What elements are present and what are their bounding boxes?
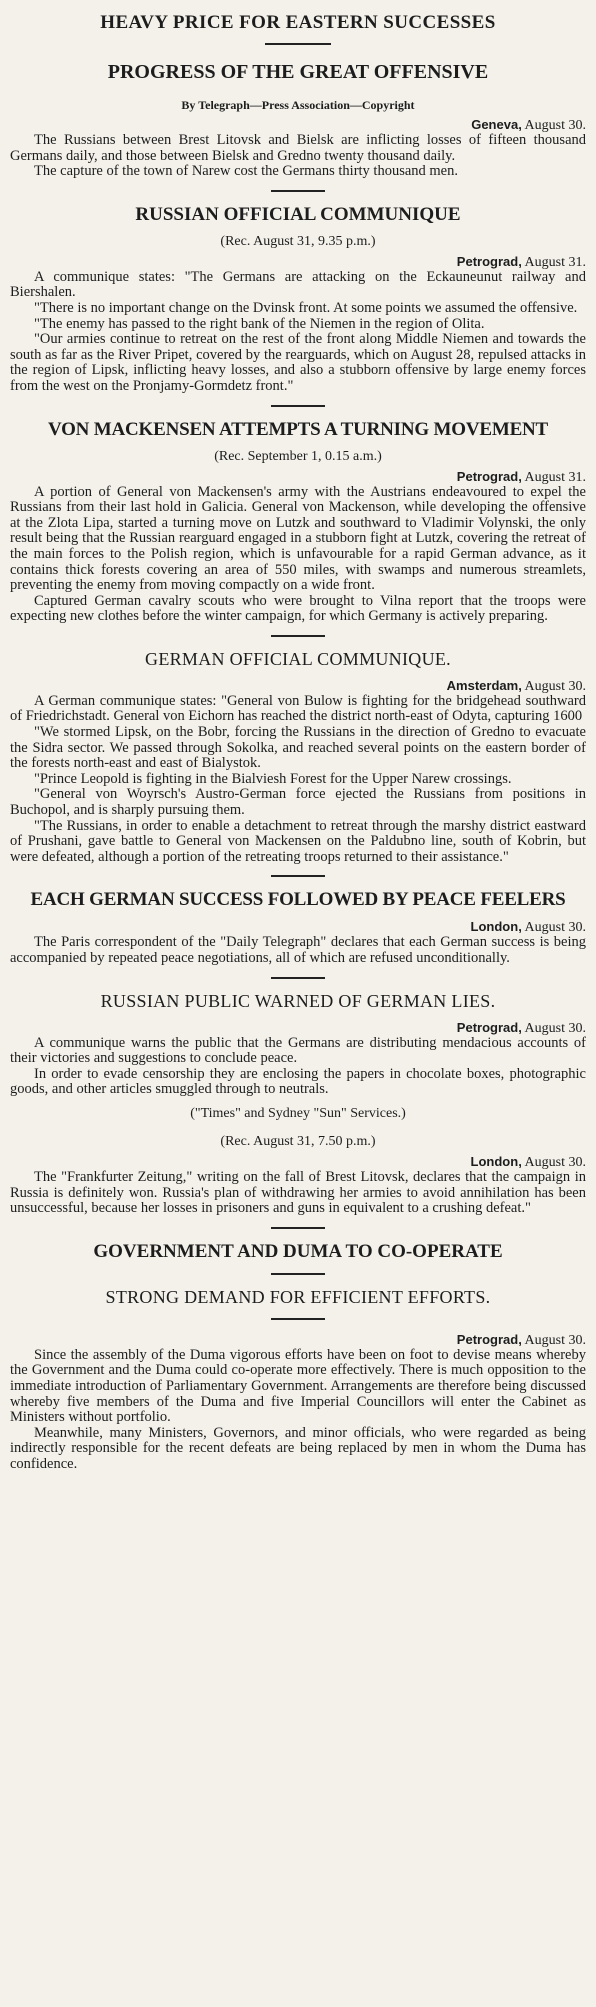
paragraph: "General von Woyrsch's Austro-German force ejected the Russians from positions in Buchopol, and is sharply pursuing them. (10, 786, 586, 819)
paragraph: The Russians between Brest Litovsk and Bielsk are inflicting losses of fifteen thousand Germans daily, and those between Bielsk and Gredno twenty thousand daily. (10, 132, 586, 164)
services-note: ("Times" and Sydney "Sun" Services.) (190, 1105, 406, 1121)
dateline-london (10, 1154, 586, 1170)
received-note: (Rec. September 1, 0.15 a.m.) (214, 448, 382, 464)
paragraph: A communique warns the public that the Germans are distributing mendacious accounts of their victories and suggestions to conclude peace. (10, 1034, 586, 1067)
section-rule (271, 1318, 325, 1320)
dateline-london (10, 919, 586, 935)
dateline-date: August 30. (524, 920, 586, 936)
section-rule (271, 1227, 325, 1229)
received-note: (Rec. August 31, 7.50 p.m.) (220, 1133, 376, 1149)
section-subheading-efficient-efforts: STRONG DEMAND FOR EFFICIENT EFFORTS. (105, 1286, 491, 1307)
paragraph: Captured German cavalry scouts who were brought to Vilna report that the troops were expecting new clothes before the winter campaign, for which Germany is actively preparing. (10, 592, 586, 625)
dateline-petrograd (10, 1332, 586, 1348)
paragraph: In order to evade censorship they are enclosing the papers in chocolate boxes, photographic goods, and other articles smuggled through to neutrals. (10, 1065, 586, 1098)
dateline-petrograd (10, 1020, 586, 1036)
dateline-date: August 30. (524, 118, 586, 133)
headline-rule (265, 43, 331, 45)
paragraph: "There is no important change on the Dvinsk front. At some points we assumed the offensive. (34, 299, 578, 316)
paragraph: The "Frankfurter Zeitung," writing on the fall of Brest Litovsk, declares that the campaign in Russia is definitely won. Russia's plan of withdrawing her armies to avoid annihilation has been unsuccessful, because her losses in prisoners and guns in equivalent to a crushing defeat." (10, 1168, 586, 1217)
section-heading-mackensen: VON MACKENSEN ATTEMPTS A TURNING MOVEMENT (47, 418, 549, 440)
section-heading-duma: GOVERNMENT AND DUMA TO CO-OPERATE (93, 1240, 503, 1262)
section-rule (271, 977, 325, 979)
paragraph: A German communique states: "General von Bulow is fighting for the bridgehead southward of Friedrichstadt. General von Eichorn has reached the district north-east of Odyta, capturing 1600 (10, 692, 586, 725)
dateline-date: August 30. (524, 1154, 586, 1170)
paragraph: A communique states: "The Germans are attacking on the Eckauneunut railway and Biershalen. (10, 268, 586, 301)
dateline-date: August 31. (524, 254, 586, 270)
paragraph: A portion of General von Mackensen's army with the Austrians endeavoured to expel the Russians from their last hold in Galicia. General von Mackenson, while developing the offensive at the Zlota Lipa, started a turning move on Lutzk and southward to Vladimir Volynski, the only result being that the Russian rearguard engaged in a stubborn fight at Lutzk, covering the retreat of the main forces to the Polish region, which is unfavourable for a rapid German advance, as it contains thick forests covering an area of 550 miles, with swamps and numerous streamlets, preventing the enemy from moving compactly on a wide front. (10, 483, 586, 594)
dateline-amsterdam (10, 678, 586, 694)
paragraph: "We stormed Lipsk, on the Bobr, forcing the Russians in the direction of Gredno to evacuate the Sidra sector. We passed through Sokolka, and reached several points on the eastern border of the forests north-east and east of Bialystok. (10, 724, 586, 772)
received-note: (Rec. August 31, 9.35 p.m.) (220, 233, 376, 249)
paragraph: "The Russians, in order to enable a detachment to retreat through the marshy district eastward of Prushani, gave battle to General von Mackensen on the Paldubno line, south of Kobrin, but were defeated, although a portion of the retreating troops returned to their assistance." (10, 817, 586, 865)
paragraph: "Our armies continue to retreat on the rest of the front along Middle Niemen and towards the south as far as the River Pripet, covered by the rearguards, which on August 28, repulsed attacks in the region of Lipsk, inflicting heavy losses, and also a stubborn offensive by large enemy forces from the west on the Pronjamy-Gormdetz front." (10, 331, 586, 394)
dateline-place: London, (470, 919, 522, 935)
paragraph: Since the assembly of the Duma vigorous efforts have been on foot to devise means whereby the Government and the Duma could co-operate more effectively. There is much opposition to the immediate introduction of Parliamentary Government. Arrangements are therefore being discussed whereby five members of the Duma and five Imperial Councillors will enter the Cabinet as Ministers without portfolio. (10, 1346, 586, 1426)
dateline-place: Petrograd, (456, 1019, 522, 1035)
dateline-place: London, (470, 1153, 522, 1169)
section-rule (271, 635, 325, 637)
paragraph: "Prince Leopold is fighting in the Bialviesh Forest for the Upper Narew crossings. (34, 770, 512, 787)
sub-headline: PROGRESS OF THE GREAT OFFENSIVE (107, 61, 489, 83)
paragraph: Meanwhile, many Ministers, Governors, and minor officials, who were regarded as being indirectly responsible for the recent defeats are being replaced by men in whom the Duma has confidence. (10, 1424, 586, 1472)
dateline-petrograd (10, 469, 586, 485)
section-rule (271, 875, 325, 877)
dateline-place: Amsterdam, (446, 677, 522, 693)
dateline-date: August 30. (524, 1332, 586, 1348)
dateline-date: August 31. (524, 469, 586, 485)
dateline-geneva (10, 117, 586, 133)
dateline-petrograd (10, 254, 586, 270)
paragraph: "The enemy has passed to the right bank of the Niemen in the region of Olita. (34, 315, 485, 332)
dateline-place: Geneva, (471, 117, 522, 132)
section-heading-russian-communique: RUSSIAN OFFICIAL COMMUNIQUE (135, 203, 461, 225)
dateline-place: Petrograd, (456, 253, 522, 269)
section-rule (271, 405, 325, 407)
dateline-place: Petrograd, (456, 1331, 522, 1347)
dateline-date: August 30. (524, 1020, 586, 1036)
main-headline: HEAVY PRICE FOR EASTERN SUCCESSES (100, 12, 496, 33)
section-rule (271, 1273, 325, 1275)
section-heading-german-lies: RUSSIAN PUBLIC WARNED OF GERMAN LIES. (100, 990, 496, 1011)
section-heading-german-communique: GERMAN OFFICIAL COMMUNIQUE. (145, 648, 451, 669)
section-rule (271, 190, 325, 192)
dateline-date: August 30. (524, 678, 586, 694)
paragraph: The Paris correspondent of the "Daily Telegraph" declares that each German success is being accompanied by repeated peace negotiations, all of which are refused unconditionally. (10, 934, 586, 966)
dateline-place: Petrograd, (456, 468, 522, 484)
section-heading-peace-feelers: EACH GERMAN SUCCESS FOLLOWED BY PEACE FEELERS (30, 889, 566, 911)
paragraph: The capture of the town of Narew cost the Germans thirty thousand men. (34, 163, 458, 180)
byline: By Telegraph—Press Association—Copyright (181, 98, 415, 112)
